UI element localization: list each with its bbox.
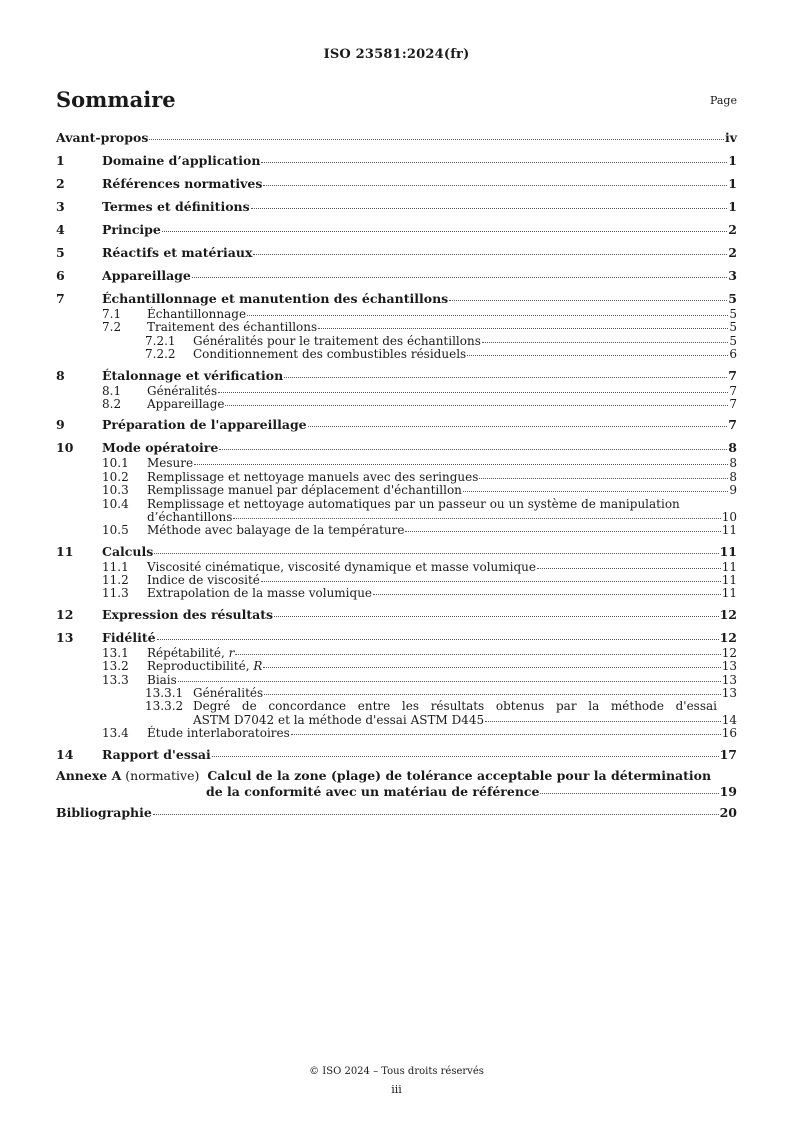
toc-entry-14[interactable] xyxy=(56,745,737,764)
toc-entry-3[interactable] xyxy=(56,197,737,216)
toc-label: Remplissage et nettoyage automatiques par un passeur ou un système de manipulation xyxy=(147,496,680,511)
toc-label: Généralités pour le traitement des échantillons xyxy=(193,333,481,348)
toc-label: Généralités xyxy=(193,686,264,701)
toc-number: 1 xyxy=(56,153,65,168)
toc-page: 19 xyxy=(719,783,737,799)
toc-entry-12[interactable] xyxy=(56,605,737,624)
toc-page: 2 xyxy=(728,222,737,237)
toc-label: Traitement des échantillons xyxy=(147,320,318,335)
toc-page: 6 xyxy=(729,347,737,362)
table-of-contents xyxy=(56,128,737,822)
toc-page: 11 xyxy=(719,543,737,559)
toc-page: 8 xyxy=(728,440,737,456)
toc-number: 13.3.1 xyxy=(145,686,184,701)
toc-number: 6 xyxy=(56,268,65,283)
toc-label: Remplissage manuel par déplacement d'échantillon xyxy=(147,483,462,498)
toc-page: 20 xyxy=(719,804,737,820)
toc-page: 11 xyxy=(721,573,737,588)
toc-label: Appareillage xyxy=(147,396,225,411)
toc-page: 1 xyxy=(728,153,737,168)
toc-entry-13-1[interactable] xyxy=(56,647,737,660)
toc-page: 8 xyxy=(729,469,737,484)
toc-number: 7.2 xyxy=(102,320,122,335)
toc-label: Étude interlaboratoires xyxy=(147,726,290,741)
toc-entry-10-1[interactable] xyxy=(56,457,737,470)
toc-leader xyxy=(157,639,719,640)
title-row xyxy=(56,87,737,113)
annex-prefix: Annexe A xyxy=(56,767,122,783)
toc-leader xyxy=(253,254,727,255)
toc-entry-7[interactable] xyxy=(56,289,737,308)
toc-leader xyxy=(154,553,718,554)
toc-label: Domaine d’application xyxy=(102,153,261,168)
toc-number: 4 xyxy=(56,222,65,237)
toc-leader xyxy=(225,405,728,406)
toc-page: 10 xyxy=(721,509,737,524)
toc-leader xyxy=(218,392,728,393)
toc-label: Degré de concordance entre les résultats obtenus par la méthode d'essai xyxy=(193,699,717,714)
toc-page: 12 xyxy=(721,645,737,660)
toc-entry-5[interactable] xyxy=(56,243,737,262)
toc-entry-13[interactable] xyxy=(56,628,737,647)
toc-entry-11[interactable] xyxy=(56,542,737,561)
toc-label xyxy=(147,660,262,673)
toc-label: Avant-propos xyxy=(56,130,149,145)
toc-number: 13 xyxy=(56,629,74,645)
toc-page: 7 xyxy=(728,367,737,383)
toc-leader xyxy=(235,654,720,655)
toc-leader xyxy=(537,568,721,569)
toc-entry-11-3[interactable] xyxy=(56,587,737,600)
toc-page: 3 xyxy=(728,268,737,283)
toc-label: Fidélité xyxy=(102,629,156,645)
toc-entry-8-1[interactable] xyxy=(56,385,737,398)
toc-label-continued: de la conformité avec un matériau de référence xyxy=(206,783,540,799)
toc-page: iv xyxy=(724,130,737,145)
toc-entry-13-3-1[interactable] xyxy=(56,687,737,700)
toc-leader xyxy=(261,581,721,582)
toc-page: 7 xyxy=(729,396,737,411)
toc-entry-7-1[interactable] xyxy=(56,308,737,321)
toc-label: Termes et définitions xyxy=(102,199,250,214)
toc-page: 5 xyxy=(729,320,737,335)
footer-page-number: iii xyxy=(391,1083,402,1096)
toc-page: 2 xyxy=(728,245,737,260)
toc-leader xyxy=(251,208,728,209)
toc-entry-10-2[interactable] xyxy=(56,471,737,484)
toc-number: 10 xyxy=(56,440,74,456)
toc-leader xyxy=(264,694,721,695)
toc-page: 8 xyxy=(729,456,737,471)
toc-label: Bibliographie xyxy=(56,804,152,820)
toc-number: 10.5 xyxy=(102,523,129,538)
toc-entry-13-2[interactable] xyxy=(56,660,737,673)
toc-number: 2 xyxy=(56,176,65,191)
toc-number: 12 xyxy=(56,606,74,622)
toc-leader xyxy=(485,721,721,722)
toc-page: 11 xyxy=(721,559,737,574)
toc-entry-avant-propos[interactable] xyxy=(56,128,737,147)
toc-label: Mode opératoire xyxy=(102,440,219,456)
toc-leader xyxy=(261,162,727,163)
toc-number: 8.1 xyxy=(102,383,122,398)
toc-entry-10-5[interactable] xyxy=(56,524,737,537)
toc-leader xyxy=(162,231,727,232)
toc-leader xyxy=(233,518,720,519)
footer-copyright: © ISO 2024 – Tous droits réservés xyxy=(309,1066,484,1077)
toc-page: 5 xyxy=(729,307,737,321)
toc-page: 1 xyxy=(728,176,737,191)
toc-label: Réactifs et matériaux xyxy=(102,245,253,260)
toc-number: 14 xyxy=(56,746,74,762)
toc-entry-10[interactable] xyxy=(56,438,737,457)
toc-leader xyxy=(449,300,727,301)
toc-leader xyxy=(291,734,721,735)
toc-label-continued: ASTM D7042 et la méthode d'essai ASTM D445 xyxy=(193,712,485,727)
toc-entry-9[interactable] xyxy=(56,415,737,434)
toc-label: Calcul de la zone (plage) de tolérance acceptable pour la détermination xyxy=(207,767,712,783)
toc-number: 7.2.1 xyxy=(145,333,176,348)
toc-page: 7 xyxy=(729,383,737,398)
toc-leader xyxy=(149,139,724,140)
toc-leader xyxy=(263,667,720,668)
toc-number: 7.1 xyxy=(102,307,122,321)
toc-number: 11.1 xyxy=(102,559,129,574)
toc-number: 13.2 xyxy=(102,659,129,674)
toc-entry-1[interactable] xyxy=(56,151,737,170)
toc-number: 13.3.2 xyxy=(145,699,184,714)
toc-entry-8[interactable] xyxy=(56,366,737,385)
toc-label: Calculs xyxy=(102,543,154,559)
toc-number: 10.2 xyxy=(102,469,129,484)
toc-entry-7-2[interactable] xyxy=(56,321,737,334)
toc-page: 1 xyxy=(728,199,737,214)
page-title: Sommaire xyxy=(56,87,176,112)
toc-entry-11-1[interactable] xyxy=(56,561,737,574)
toc-number: 13.1 xyxy=(102,645,129,660)
toc-leader xyxy=(194,464,728,465)
toc-number: 8.2 xyxy=(102,396,122,411)
toc-number: 11.2 xyxy=(102,573,129,588)
toc-label: Extrapolation de la masse volumique xyxy=(147,586,373,601)
toc-label: Principe xyxy=(102,222,161,237)
toc-page: 14 xyxy=(721,712,737,727)
toc-number: 8 xyxy=(56,367,65,383)
toc-leader xyxy=(219,449,727,450)
toc-label: Méthode avec balayage de la température xyxy=(147,523,405,538)
toc-label-text: Reproductibilité, xyxy=(147,659,254,674)
toc-label: Appareillage xyxy=(102,268,191,283)
toc-label: Mesure xyxy=(147,456,194,471)
toc-entry-6[interactable] xyxy=(56,266,737,285)
toc-number: 7.2.2 xyxy=(145,347,176,362)
toc-leader xyxy=(373,594,721,595)
toc-page: 12 xyxy=(719,606,737,622)
toc-page: 5 xyxy=(728,291,737,306)
toc-leader xyxy=(467,355,728,356)
annex-qualifier: (normative) xyxy=(121,767,208,783)
toc-label: Généralités xyxy=(147,383,218,398)
toc-number: 10.1 xyxy=(102,456,129,471)
toc-leader xyxy=(178,681,721,682)
toc-label: Conditionnement des combustibles résiduels xyxy=(193,347,467,362)
toc-leader xyxy=(247,315,728,316)
toc-leader xyxy=(479,478,728,479)
toc-page: 17 xyxy=(719,746,737,762)
toc-page: 5 xyxy=(729,333,737,348)
toc-page: 13 xyxy=(721,659,737,674)
toc-label xyxy=(147,647,234,660)
toc-label: Références normatives xyxy=(102,176,263,191)
toc-label-continued: d’échantillons xyxy=(147,509,233,524)
toc-leader xyxy=(284,377,727,378)
toc-label: Rapport d'essai xyxy=(102,746,211,762)
toc-label: Biais xyxy=(147,672,177,687)
toc-number: 11 xyxy=(56,543,74,559)
toc-page: 11 xyxy=(721,523,737,538)
toc-label-variable: R xyxy=(253,659,263,674)
toc-leader xyxy=(192,277,727,278)
toc-entry-bibliographie[interactable] xyxy=(56,803,737,822)
toc-label: Échantillonnage xyxy=(147,307,247,321)
toc-entry-8-2[interactable] xyxy=(56,398,737,411)
toc-number: 11.3 xyxy=(102,586,129,601)
toc-entry-7-2-1[interactable] xyxy=(56,335,737,348)
toc-leader xyxy=(318,328,728,329)
toc-number: 10.3 xyxy=(102,483,129,498)
toc-entry-13-3-2[interactable] xyxy=(56,700,737,727)
toc-label: Indice de viscosité xyxy=(147,573,260,588)
toc-leader xyxy=(405,531,720,532)
page-column-label: Page xyxy=(709,94,737,107)
toc-label: Étalonnage et vérification xyxy=(102,367,284,383)
toc-label: Préparation de l'appareillage xyxy=(102,417,307,433)
toc-entry-10-3[interactable] xyxy=(56,484,737,497)
toc-number: 9 xyxy=(56,417,65,433)
toc-number: 3 xyxy=(56,199,65,214)
toc-leader xyxy=(482,342,728,343)
toc-page: 13 xyxy=(721,686,737,701)
toc-leader xyxy=(308,426,728,427)
toc-page: 13 xyxy=(721,672,737,687)
toc-label-variable: r xyxy=(228,645,235,660)
toc-entry-13-3[interactable] xyxy=(56,674,737,687)
toc-leader xyxy=(153,814,719,815)
toc-number: 13.3 xyxy=(102,672,129,687)
toc-number: 13.4 xyxy=(102,726,129,741)
toc-leader xyxy=(263,185,727,186)
toc-entry-13-4[interactable] xyxy=(56,727,737,740)
toc-entry-2[interactable] xyxy=(56,174,737,193)
toc-entry-10-4[interactable] xyxy=(56,498,737,525)
toc-page: 12 xyxy=(719,629,737,645)
toc-label: Viscosité cinématique, viscosité dynamique et masse volumique xyxy=(147,559,536,574)
toc-entry-11-2[interactable] xyxy=(56,574,737,587)
toc-page: 16 xyxy=(721,726,737,741)
toc-label: Expression des résultats xyxy=(102,606,274,622)
toc-page: 7 xyxy=(728,417,737,433)
document-id-header: ISO 23581:2024(fr) xyxy=(323,47,470,62)
toc-leader xyxy=(274,616,719,617)
toc-leader xyxy=(463,491,728,492)
toc-number: 5 xyxy=(56,245,65,260)
toc-page: 11 xyxy=(721,586,737,601)
toc-page: 9 xyxy=(729,483,737,498)
toc-label-text: Répétabilité, xyxy=(147,645,229,660)
toc-label: Remplissage et nettoyage manuels avec des seringues xyxy=(147,469,479,484)
toc-label: Échantillonnage et manutention des échantillons xyxy=(102,291,449,306)
toc-leader xyxy=(212,756,719,757)
toc-entry-7-2-2[interactable] xyxy=(56,348,737,361)
toc-leader xyxy=(540,793,718,794)
toc-number: 7 xyxy=(56,291,65,306)
toc-entry-annex-a[interactable] xyxy=(56,768,737,799)
toc-number: 10.4 xyxy=(102,496,129,511)
toc-entry-4[interactable] xyxy=(56,220,737,239)
